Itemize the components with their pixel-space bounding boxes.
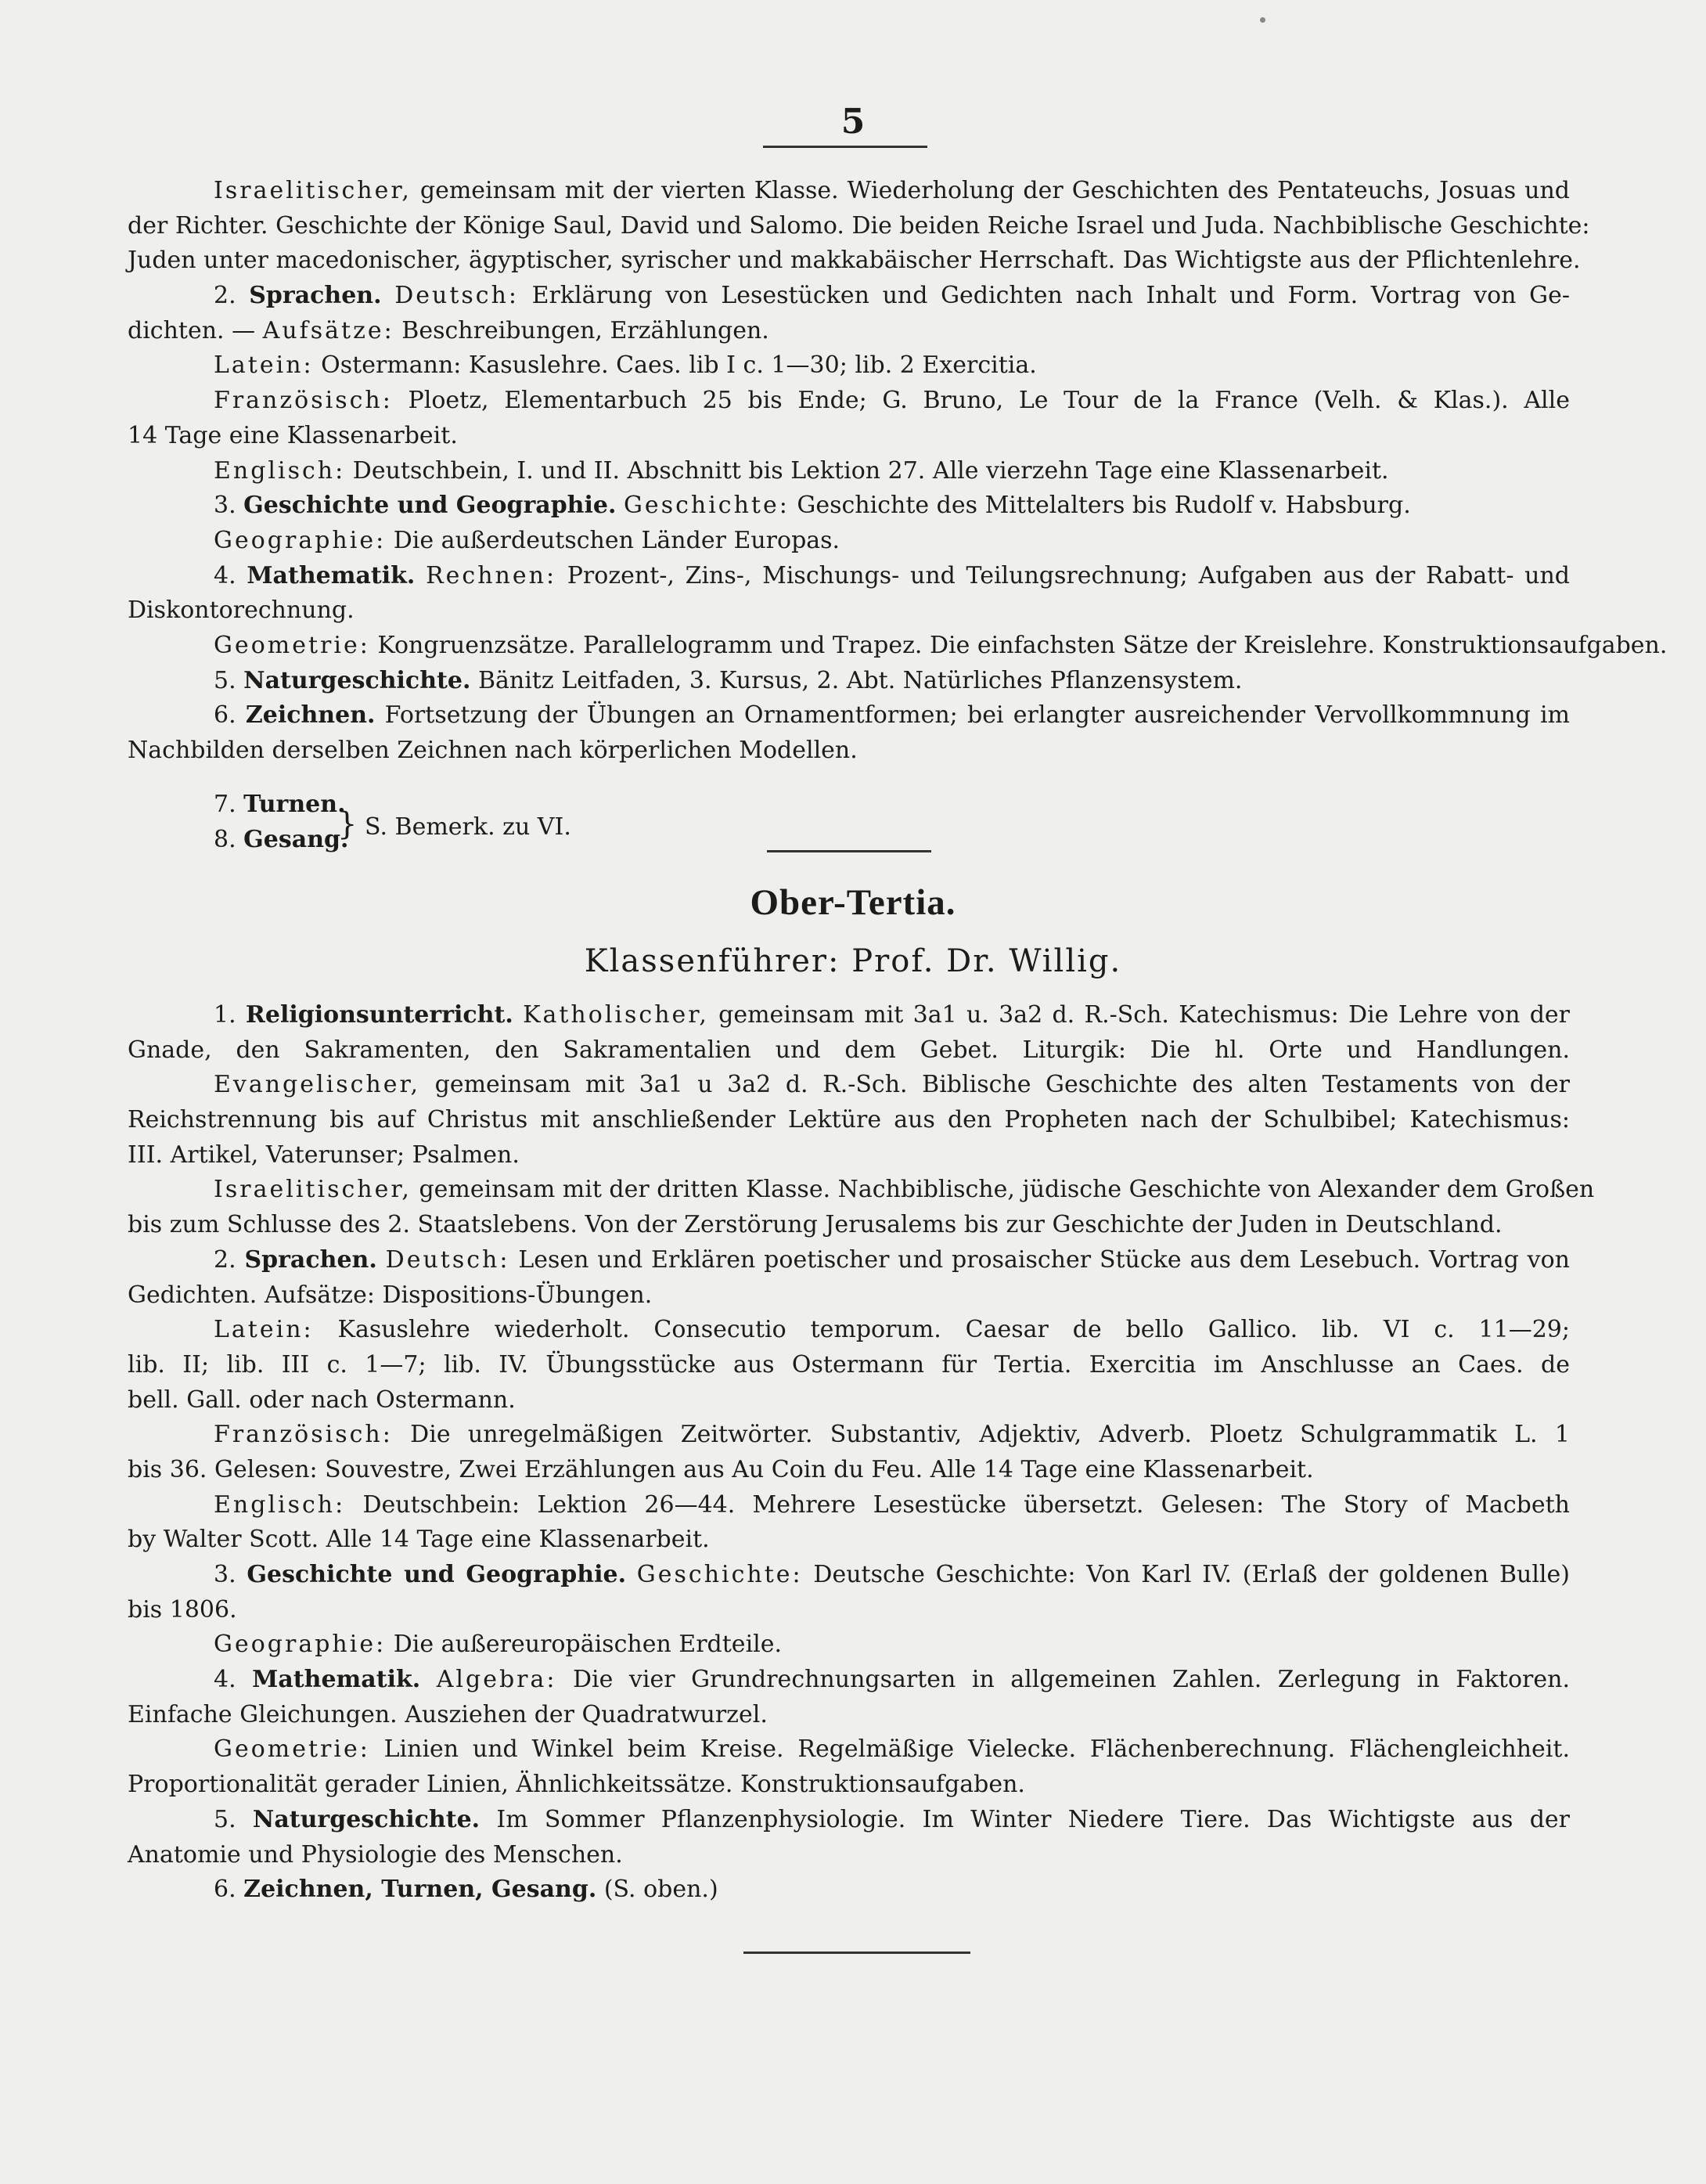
topic-label: Israelitischer, [214,1176,412,1204]
line-text: gemeinsam mit der vierten Klasse. Wiederholung der Geschichten des Pentateuchs, Josuas und [411,177,1570,204]
line-text: gemeinsam mit 3a1 u 3a2 d. R.-Sch. Biblische Geschichte des alten Testaments von der [420,1071,1570,1099]
line-text: Die außerdeutschen Länder Europas. [386,526,840,554]
text-line [128,1418,1570,1453]
text-line [128,1208,1570,1243]
end-divider [743,1952,970,1954]
line-text: Erklärung von Lesestücken und Gedichten nach Inhalt und Form. Vortrag von Ge- [519,282,1570,310]
line-text: Geschichte des Mittelalters bis Rudolf v. Habsburg. [789,492,1411,520]
line-text [513,1001,523,1029]
text-line [128,1663,1570,1698]
text-line [128,629,1668,664]
item-label: Turnen. [243,791,346,818]
topic-label: Deutsch: [385,1245,510,1274]
topic-label: Israelitischer, [214,177,412,204]
line-text: Reichstrennung bis auf Christus mit anschließender Lektüre aus den Propheten nach der Schulbibel; Katechismus: [128,1106,1570,1134]
line-text: 3. [214,492,244,520]
line-text: Bänitz Leitfaden, 3. Kursus, 2. Abt. Natürliches Pflanzensystem. [470,666,1243,694]
line-text: 3. [214,1561,247,1588]
line-text: Die außereuropäischen Erdteile. [386,1631,783,1659]
line-text: Einfache Gleichungen. Ausziehen der Quadratwurzel. [128,1700,768,1728]
text-line [128,384,1570,419]
text-line [128,1173,1595,1208]
line-text: bis 1806. [128,1595,237,1624]
line-text [420,1666,437,1693]
line-text: Kasuslehre wiederholt. Consecutio temporum. Caesar de bello Gallico. lib. VI c. 11—29; [313,1316,1570,1344]
gesang-item [214,822,348,857]
line-text: 6. [214,1876,244,1904]
line-text: 2. [214,1245,245,1274]
topic-label: Französisch: [214,1421,393,1449]
line-text: 5. [214,1805,253,1833]
topic-label: Englisch: [214,456,346,485]
line-text: 4. [214,561,247,589]
section-divider [767,850,931,852]
turnen-item [214,787,346,822]
text-line [128,559,1570,594]
subject-heading: Religionsunterricht. [245,1001,513,1029]
text-line [128,314,1570,349]
text-line [128,998,1570,1033]
topic-label: Deutsch: [394,282,520,310]
line-text: Ploetz, Elementarbuch 25 bis Ende; G. Bruno, Le Tour de la France (Velh. & Klas.). Alle [392,387,1570,415]
text-line [128,524,1570,559]
subject-heading: Sprachen. [244,1245,377,1274]
ink-speck [1260,17,1265,23]
text-line [128,348,1570,384]
line-text: bell. Gall. oder nach Ostermann. [128,1386,516,1414]
text-line [128,454,1570,489]
class-leader: Klassenführer: Prof. Dr. Willig. [584,943,1122,979]
subject-heading: Zeichnen, Turnen, Gesang. [243,1876,597,1904]
line-text: 6. [214,701,246,730]
line-text: gemeinsam mit 3a1 u. 3a2 d. R.-Sch. Katechismus: Die Lehre von der [708,1001,1570,1029]
section-title: Ober-Tertia. [750,882,956,923]
text-line [128,1278,1570,1314]
line-text: Fortsetzung der Übungen an Ornamentformen; bei erlangter ausreichender Vervollkommnung im [375,701,1570,730]
text-line [128,593,1570,629]
line-text: (S. oben.) [596,1876,718,1904]
text-line [128,1872,1570,1908]
line-text: III. Artikel, Vaterunser; Psalmen. [128,1141,520,1169]
subject-heading: Sprachen. [249,282,382,310]
line-text [626,1561,637,1588]
text-line [128,1732,1570,1768]
line-text: Die unregelmäßigen Zeitwörter. Substantiv, Adjektiv, Adverb. Ploetz Schulgrammatik L. 1 [392,1421,1570,1449]
text-line [128,733,1570,769]
line-text: der Richter. Geschichte der Könige Saul, David und Salomo. Die beiden Reiche Israel und Juda. Nachbiblische Geschichte: [128,211,1590,240]
topic-label: Latein: [214,351,314,380]
subject-heading: Zeichnen. [245,701,376,730]
ober-tertia-curriculum [128,998,1595,1908]
line-text: Kongruenzsätze. Parallelogramm und Trapez. Die einfachsten Sätze der Kreislehre. Konstruktionsaufgaben. [369,631,1668,659]
topic-label: Geographie: [214,526,387,554]
line-text: dichten. — [128,316,263,344]
line-text: Die vier Grundrechnungsarten in allgemeinen Zahlen. Zerlegung in Faktoren. [556,1666,1570,1694]
subject-heading: Naturgeschichte. [243,666,471,694]
subject-heading: Mathematik. [247,561,416,589]
line-text: Anatomie und Physiologie des Menschen. [128,1840,623,1869]
topic-label: Geschichte: [636,1561,803,1588]
line-text: Diskontorechnung. [128,596,355,625]
line-text: Nachbilden derselben Zeichnen nach körperlichen Modellen. [128,737,858,764]
text-line [128,1768,1570,1803]
topic-label: Algebra: [436,1666,557,1694]
line-text [377,1246,386,1274]
text-line [128,664,1570,699]
text-line [128,1138,1570,1173]
brace-remark [337,791,571,857]
line-text: Prozent-, Zins-, Mischungs- und Teilungsrechnung; Aufgaben aus der Rabatt- und [556,561,1570,589]
text-line [128,1627,1570,1663]
item-number: 8. [214,826,236,853]
text-line [128,243,1581,279]
line-text: Juden unter macedonischer, ägyptischer, syrischer und makkabäischer Herrschaft. Das Wichtigste aus der Pflichtenlehre. [128,247,1581,275]
text-line [128,1838,1570,1873]
text-line [128,1523,1570,1558]
topic-label: Aufsätze: [262,316,394,344]
text-line [128,419,1570,454]
page-number: 5 [840,102,866,142]
topic-label: Geometrie: [214,631,370,659]
text-line [128,1103,1570,1138]
line-text: Im Sommer Pflanzenphysiologie. Im Winter Niedere Tiere. Das Wichtigste aus der [480,1805,1571,1833]
text-line [128,1383,1570,1418]
unter-tertia-continuation [128,174,1668,769]
line-text: 1. [214,1001,246,1029]
text-line [128,1313,1570,1348]
line-text [415,562,426,589]
text-line [128,1348,1570,1383]
text-line [128,488,1570,524]
topic-label: Geographie: [214,1631,387,1659]
subject-heading: Mathematik. [252,1666,421,1694]
line-text: 5. [214,666,244,694]
text-line [128,1243,1570,1278]
line-text: bis zum Schlusse des 2. Staatslebens. Von der Zerstörung Jerusalems bis zur Geschichte der Juden in Deutschland. [128,1211,1503,1239]
line-text: 4. [214,1666,253,1694]
topic-label: Geschichte: [623,492,790,520]
line-text: Ostermann: Kasuslehre. Caes. lib I c. 1—30; lib. 2 Exercitia. [313,351,1037,380]
item-label: Gesang. [243,826,349,853]
text-line [128,1033,1570,1069]
text-line [128,1068,1570,1103]
line-text: Deutschbein, I. und II. Abschnitt bis Lektion 27. Alle vierzehn Tage eine Klassenarbeit. [345,456,1389,485]
line-text: lib. II; lib. III c. 1—7; lib. IV. Übungsstücke aus Ostermann für Tertia. Exercitia im Anschlusse an Caes. de [128,1350,1570,1379]
text-line [128,174,1570,209]
text-line [128,1593,1570,1628]
divider-line [763,146,927,148]
topic-label: Rechnen: [426,561,557,589]
subject-heading: Geschichte und Geographie. [243,492,617,520]
topic-label: Latein: [214,1316,314,1344]
remark-text: S. Bemerk. zu VI. [365,813,571,841]
text-line [128,1558,1570,1593]
item-number: 7. [214,791,236,818]
line-text: by Walter Scott. Alle 14 Tage eine Klassenarbeit. [128,1526,710,1554]
subject-heading: Geschichte und Geographie. [247,1561,627,1588]
line-text: Proportionalität gerader Linien, Ähnlichkeitssätze. Konstruktionsaufgaben. [128,1771,1025,1799]
topic-label: Französisch: [214,387,393,415]
line-text: Gedichten. Aufsätze: Dispositions-Übungen. [128,1281,653,1309]
text-line [128,1803,1570,1838]
line-text: Linien und Winkel beim Kreise. Regelmäßige Vielecke. Flächenberechnung. Flächengleichheit. [369,1735,1570,1764]
text-line [128,698,1570,733]
topic-label: Evangelischer, [214,1071,421,1099]
line-text: 2. [214,282,250,310]
text-line [128,209,1590,244]
topic-label: Englisch: [214,1490,346,1519]
text-line [128,279,1570,314]
text-line [128,1488,1570,1523]
line-text: Beschreibungen, Erzählungen. [394,316,769,344]
line-text: Gnade, den Sakramenten, den Sakramentalien und dem Gebet. Liturgik: Die hl. Orte und Handlungen. [128,1036,1570,1064]
line-text: Lesen und Erklären poetischer und prosaischer Stücke aus dem Lesebuch. Vortrag von [509,1245,1570,1274]
line-text: Deutsche Geschichte: Von Karl IV. (Erlaß der goldenen Bulle) [802,1561,1570,1588]
topic-label: Geometrie: [214,1735,370,1764]
subject-heading: Naturgeschichte. [252,1805,480,1833]
brace-glyph: } [337,806,358,842]
text-line [128,1453,1570,1488]
line-text: 14 Tage eine Klassenarbeit. [128,421,458,449]
text-line [128,1698,1570,1733]
line-text: gemeinsam mit der dritten Klasse. Nachbiblische, jüdische Geschichte von Alexander dem Großen [411,1176,1595,1204]
line-text: Deutschbein: Lektion 26—44. Mehrere Lesestücke übersetzt. Gelesen: The Story of Macbeth [345,1490,1570,1519]
line-text [382,282,395,309]
line-text [616,492,624,519]
topic-label: Katholischer, [523,1001,709,1029]
line-text: bis 36. Gelesen: Souvestre, Zwei Erzählungen aus Au Coin du Feu. Alle 14 Tage eine Klassenarbeit. [128,1455,1314,1483]
